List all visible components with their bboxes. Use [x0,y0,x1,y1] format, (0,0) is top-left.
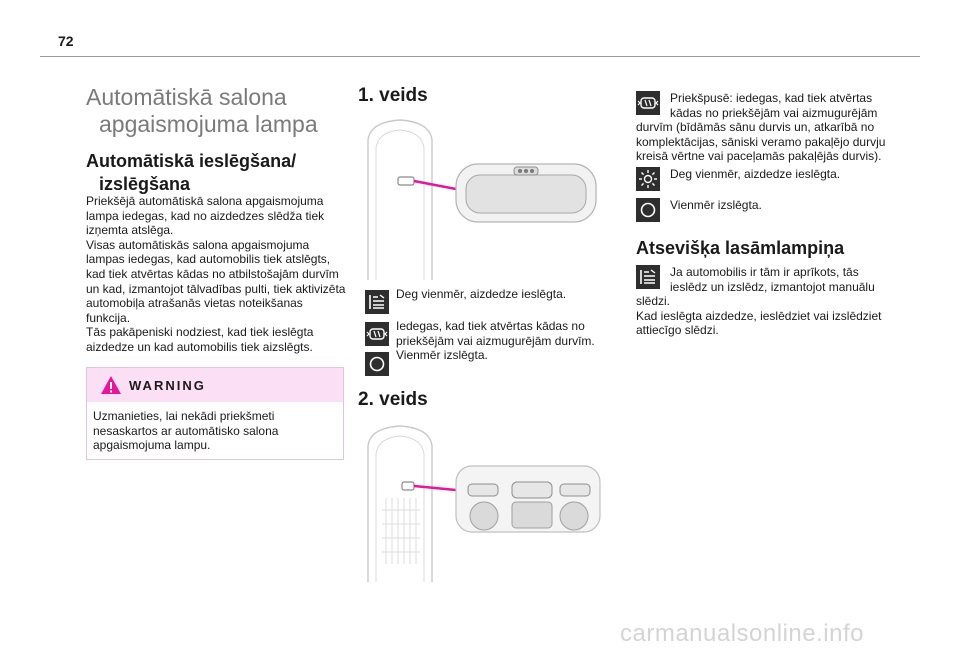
top-divider [40,56,920,57]
door-light-icon-box [365,322,389,346]
auto-on-off-heading: Automātiskā ieslēgšana/ izslēgšana [86,151,297,194]
circle-off-icon [636,198,660,222]
sun-icon-box [636,167,660,191]
circle-off-icon [365,352,389,376]
reading-lamp-heading: Atsevišķa lasāmlampiņa [636,238,845,258]
always-off-text: Vienmēr izslēgta. [670,198,762,212]
warning-box [86,367,344,460]
van-ceiling-light-type2-illustration [360,424,606,582]
light-beam-icon [365,290,389,314]
type1-item2-text: Iedegas, kad tiek atvērtas kādas no priekšējām vai aizmugurējām durvīm. Vienmēr izslēgta. [396,319,595,363]
circle-off-icon-box-right [636,198,660,222]
sun-icon [636,167,660,191]
section-title: Automātiskā salona apgaismojuma lampa [86,84,318,137]
circle-off-icon-box [365,352,389,376]
warning-triangle-icon [100,375,122,395]
type1-heading: 1. veids [358,85,428,106]
van-ceiling-light-type1-illustration [360,118,606,280]
always-on-text: Deg vienmēr, aizdedze ieslēgta. [670,167,841,181]
front-door-paragraph: Priekšpusē: iedegas, kad tiek atvērtas kādas no priekšējām vai aizmugurējām durvīm (bīdāmās sānu durvis un, atkarībā no komplektācijas, sāniski veramo pakaļējo durvju kreisā vērtne vai paceļamās pakaļējās durvis). [636,91,886,164]
watermark: carmanualsonline.info [620,620,864,647]
warning-text: Uzmanieties, lai nekādi priekšmeti nesaskartos ar automātisko salona apgaismojuma lampu. [93,409,279,453]
type1-item1-text: Deg vienmēr, aizdedze ieslēgta. [396,287,567,301]
page-number: 72 [58,33,74,49]
door-light-icon [365,322,389,346]
light-beam-icon-box [365,290,389,314]
auto-paragraph: Priekšējā automātiskā salona apgaismojuma lampa iedegas, kad no aizdedzes slēdža tiek izņemta atslēga. Visas automātiskās salona apgaismojuma lampas iedegas, kad automobilis tiek atslēgts, kad tiek atvērtas kādas no atbilstošajām durvīm un kad, izmantojot tālvadības pulti, tiek aktivizēta automobiļa atrašanās vietas noteikšanas funkcija. Tās pakāpeniski nodziest, kad tiek ieslēgta aizdedze un kad automobilis tiek aizslēgts. [86,194,346,354]
warning-label: WARNING [129,378,206,393]
reading-lamp-paragraph: Ja automobilis ir tām ir aprīkots, tās ieslēdz un izslēdz, izmantojot manuālu slēdzi. Kad ieslēgta aizdedze, ieslēdziet vai izslēdziet attiecīgo slēdzi. [636,265,882,338]
type2-heading: 2. veids [358,389,428,410]
warning-header [87,368,343,402]
